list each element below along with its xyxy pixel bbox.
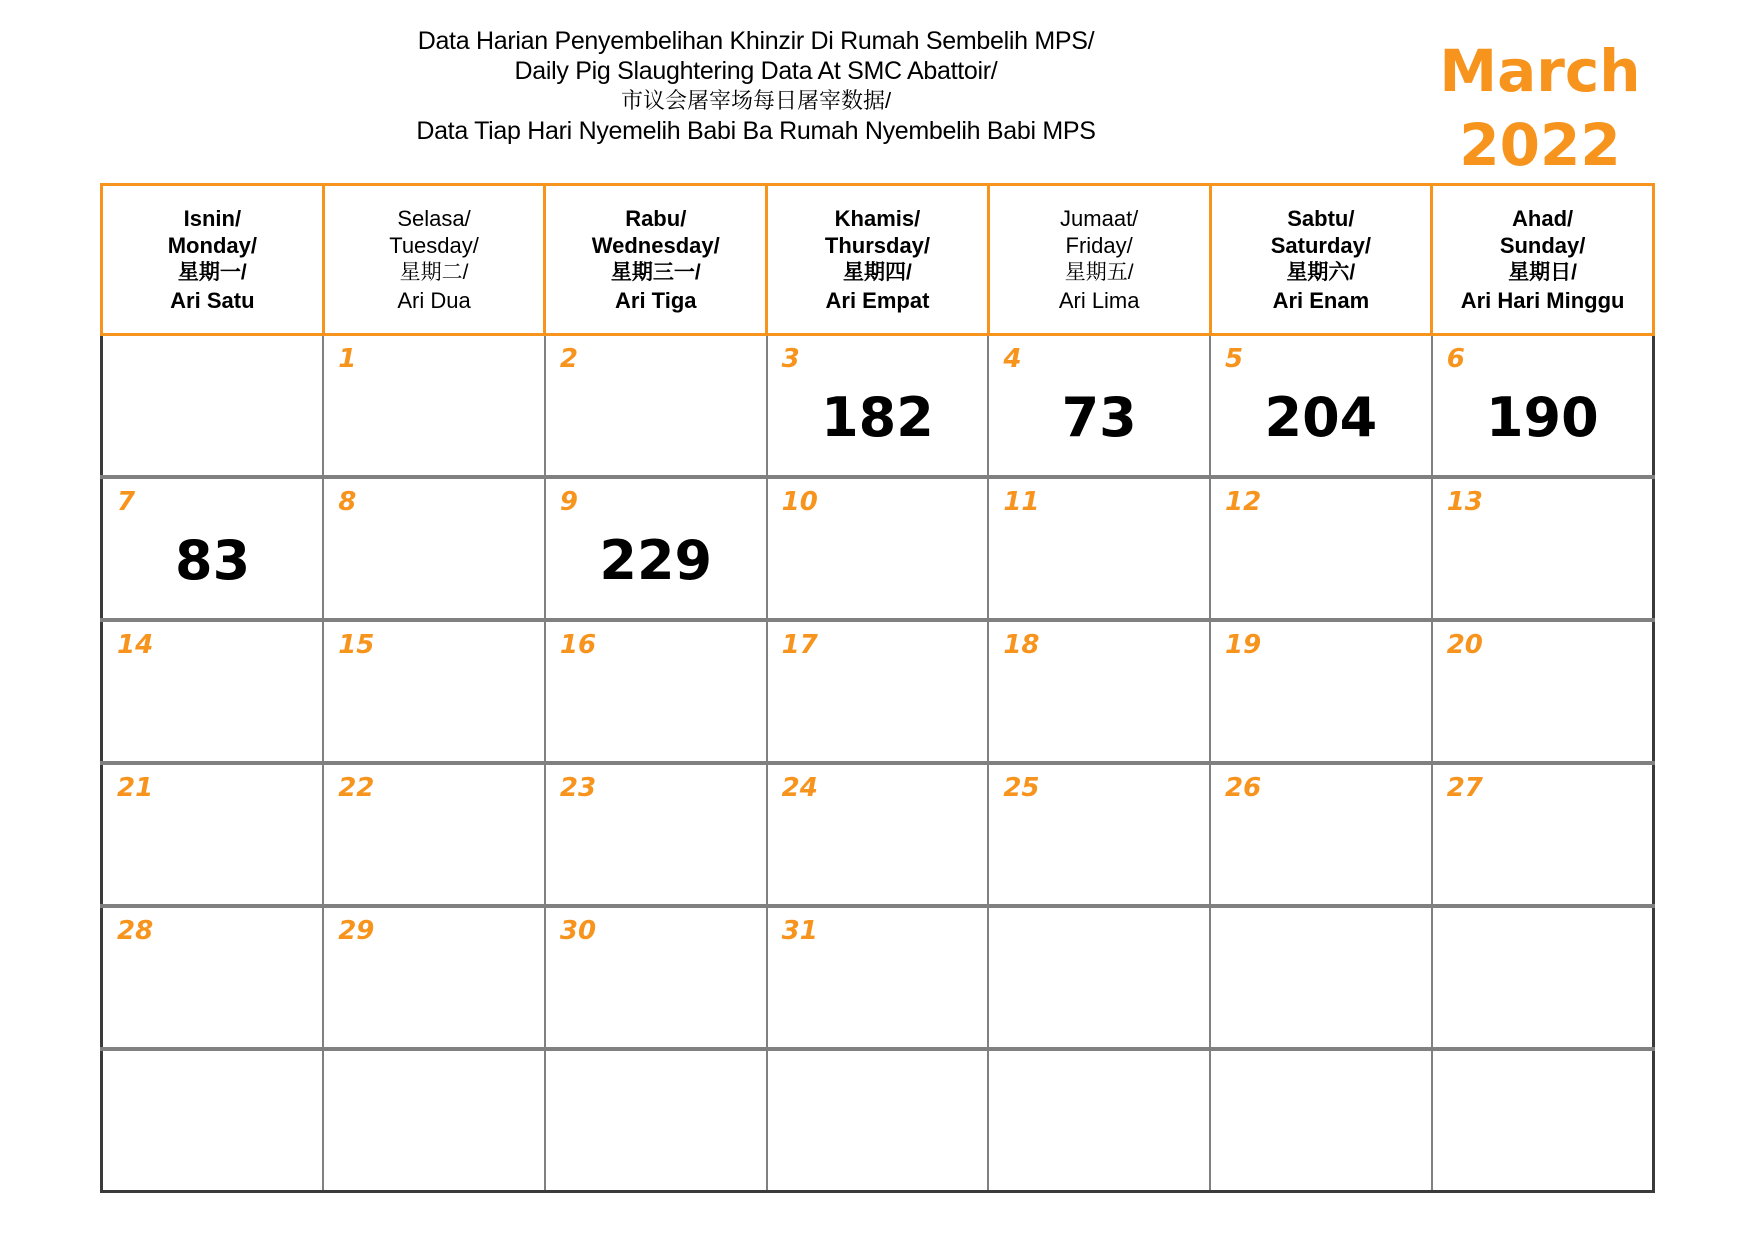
- weekday-label-line: Wednesday/: [591, 233, 720, 258]
- day-cell-10: [767, 477, 989, 620]
- slaughter-count: 229: [599, 529, 713, 592]
- day-number: 14: [117, 630, 154, 660]
- week-row: [102, 763, 1654, 906]
- day-cell-6: [1432, 335, 1654, 478]
- day-cell-24: [767, 763, 989, 906]
- week-row: [102, 1049, 1654, 1192]
- weekday-label-line: 星期二/: [399, 261, 469, 284]
- week-row: [102, 620, 1654, 763]
- day-cell-22: [323, 763, 545, 906]
- empty-cell: [1432, 1049, 1654, 1192]
- day-cell-4: [988, 335, 1210, 478]
- empty-cell: [102, 1049, 324, 1192]
- weekday-label-line: Ari Hari Minggu: [1460, 288, 1625, 313]
- weekday-header-saturday: [1210, 185, 1432, 335]
- empty-cell: [323, 1049, 545, 1192]
- week-row: [102, 335, 1654, 478]
- weekday-header-sunday: [1432, 185, 1654, 335]
- weekday-label-line: Thursday/: [824, 233, 931, 258]
- day-number: 11: [1003, 487, 1040, 517]
- day-cell-16: [545, 620, 767, 763]
- day-number: 24: [781, 773, 818, 803]
- day-cell-7: [102, 477, 324, 620]
- day-number: 13: [1446, 487, 1483, 517]
- calendar-body: [102, 335, 1654, 1192]
- empty-cell: [1210, 906, 1432, 1049]
- year-label: 2022: [1459, 111, 1621, 179]
- day-number: 22: [338, 773, 375, 803]
- weekday-label-line: Rabu/: [625, 206, 687, 231]
- weekday-header-row: [102, 185, 1654, 335]
- day-number: 21: [117, 773, 154, 803]
- day-cell-30: [545, 906, 767, 1049]
- weekday-label-line: 星期五/: [1064, 261, 1134, 284]
- day-number: 20: [1446, 630, 1483, 660]
- day-number: 18: [1003, 630, 1040, 660]
- weekday-label-line: 星期一/: [177, 261, 247, 284]
- day-cell-8: [323, 477, 545, 620]
- weekday-label-line: Isnin/: [183, 206, 242, 231]
- slaughter-count: 83: [175, 529, 251, 592]
- title-line-english: Daily Pig Slaughtering Data At SMC Abattoir/: [514, 57, 998, 85]
- day-cell-31: [767, 906, 989, 1049]
- day-number: 28: [117, 916, 154, 946]
- weekday-header-cells: [102, 185, 1654, 335]
- slaughter-count: 182: [821, 386, 934, 449]
- title-line-chinese: 市议会屠宰场每日屠宰数据/: [620, 88, 892, 113]
- day-cell-19: [1210, 620, 1432, 763]
- day-number: 5: [1225, 344, 1244, 374]
- day-number: 7: [117, 487, 136, 517]
- day-cell-9: [545, 477, 767, 620]
- day-cell-13: [1432, 477, 1654, 620]
- day-cell-14: [102, 620, 324, 763]
- weekday-label-line: Sabtu/: [1287, 206, 1355, 231]
- day-number: 4: [1003, 344, 1022, 374]
- day-number: 9: [559, 487, 578, 517]
- weekday-label-line: Tuesday/: [389, 233, 479, 258]
- weekday-label-line: Ari Lima: [1058, 288, 1140, 313]
- day-number: 29: [338, 916, 375, 946]
- day-number: 6: [1446, 344, 1465, 374]
- day-cell-5: [1210, 335, 1432, 478]
- weekday-header-friday: [988, 185, 1210, 335]
- empty-cell: [102, 335, 324, 478]
- slaughter-count: 204: [1264, 386, 1378, 449]
- weekday-label-line: Ari Dua: [397, 288, 471, 313]
- weekday-label-line: Ahad/: [1512, 206, 1574, 231]
- day-cell-20: [1432, 620, 1654, 763]
- empty-cell: [1432, 906, 1654, 1049]
- day-cell-21: [102, 763, 324, 906]
- empty-cell: [988, 906, 1210, 1049]
- day-cell-28: [102, 906, 324, 1049]
- weekday-header-wednesday: [545, 185, 767, 335]
- day-cell-3: [767, 335, 989, 478]
- empty-cell: [1210, 1049, 1432, 1192]
- title-line-malay: Data Harian Penyembelihan Khinzir Di Rumah Sembelih MPS/: [417, 27, 1095, 55]
- day-number: 26: [1225, 773, 1262, 803]
- week-row: [102, 477, 1654, 620]
- day-cell-17: [767, 620, 989, 763]
- empty-cell: [545, 1049, 767, 1192]
- empty-cell: [988, 1049, 1210, 1192]
- day-cell-29: [323, 906, 545, 1049]
- weekday-label-line: 星期四/: [843, 261, 912, 284]
- weekday-label-line: Ari Satu: [170, 288, 255, 313]
- day-number: 30: [559, 916, 597, 946]
- weekday-label-line: Ari Enam: [1272, 288, 1370, 313]
- weekday-header-thursday: [767, 185, 989, 335]
- weekday-label-line: Ari Tiga: [615, 288, 697, 313]
- weekday-label-line: 星期三一/: [610, 261, 701, 284]
- day-number: 3: [781, 344, 800, 374]
- day-number: 10: [781, 487, 818, 517]
- day-cell-12: [1210, 477, 1432, 620]
- day-cell-2: [545, 335, 767, 478]
- calendar-table: [100, 183, 1655, 1193]
- day-cell-25: [988, 763, 1210, 906]
- day-number: 2: [559, 344, 578, 374]
- weekday-label-line: Monday/: [167, 233, 257, 258]
- weekday-label-line: Sunday/: [1499, 233, 1586, 258]
- day-number: 17: [781, 630, 818, 660]
- day-number: 31: [781, 916, 818, 946]
- month-year: [1420, 34, 1660, 182]
- day-cell-18: [988, 620, 1210, 763]
- weekday-label-line: Saturday/: [1270, 233, 1371, 258]
- day-number: 25: [1003, 773, 1040, 803]
- day-number: 16: [559, 630, 597, 660]
- day-cell-27: [1432, 763, 1654, 906]
- slaughter-count: 190: [1485, 386, 1599, 449]
- weekday-label-line: Selasa/: [397, 206, 471, 231]
- weekday-label-line: 星期日/: [1508, 261, 1578, 284]
- weekday-label-line: Ari Empat: [825, 288, 930, 313]
- page-title: [400, 26, 1112, 146]
- week-row: [102, 906, 1654, 1049]
- day-cell-15: [323, 620, 545, 763]
- day-number: 15: [338, 630, 375, 660]
- day-cell-11: [988, 477, 1210, 620]
- day-number: 27: [1446, 773, 1483, 803]
- day-number: 12: [1225, 487, 1262, 517]
- day-cell-23: [545, 763, 767, 906]
- empty-cell: [767, 1049, 989, 1192]
- day-number: 8: [338, 487, 357, 517]
- weekday-header-monday: [102, 185, 324, 335]
- weekday-header-tuesday: [323, 185, 545, 335]
- day-number: 23: [559, 773, 597, 803]
- day-cell-26: [1210, 763, 1432, 906]
- day-number: 1: [338, 344, 357, 374]
- weekday-label-line: Khamis/: [834, 206, 921, 231]
- weekday-label-line: Friday/: [1065, 233, 1133, 258]
- day-number: 19: [1225, 630, 1262, 660]
- month-label: March: [1439, 37, 1641, 105]
- weekday-label-line: 星期六/: [1286, 261, 1356, 284]
- day-cell-1: [323, 335, 545, 478]
- slaughter-count: 73: [1061, 386, 1137, 449]
- title-line-iban: Data Tiap Hari Nyemelih Babi Ba Rumah Nyembelih Babi MPS: [416, 117, 1096, 145]
- weekday-label-line: Jumaat/: [1060, 206, 1139, 231]
